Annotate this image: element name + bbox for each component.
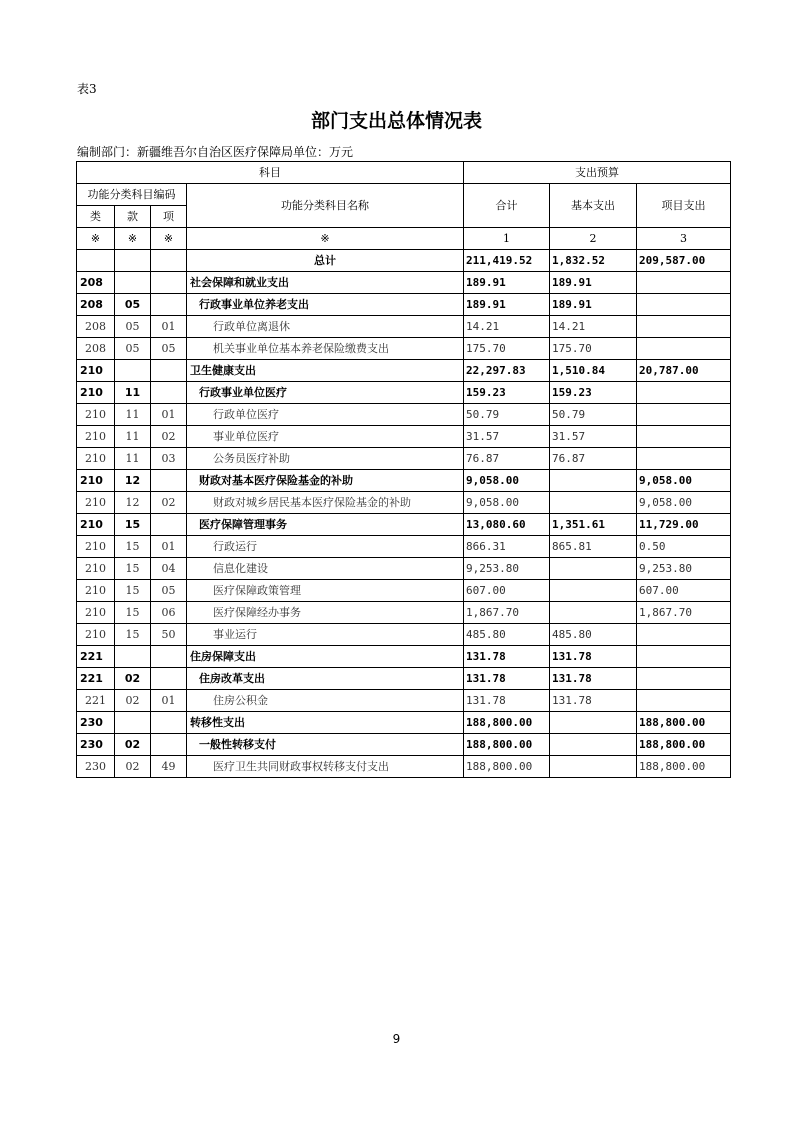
- cell-kuan: 15: [115, 624, 151, 646]
- marker-name: ※: [187, 228, 464, 250]
- cell-basic: [550, 756, 637, 778]
- cell-kuan: 05: [115, 294, 151, 316]
- index-3: 3: [637, 228, 731, 250]
- cell-name: 医疗保障政策管理: [187, 580, 464, 602]
- cell-total: 31.57: [464, 426, 550, 448]
- cell-xiang: [151, 382, 187, 404]
- cell-kuan: 15: [115, 558, 151, 580]
- cell-project: [637, 426, 731, 448]
- cell-basic: 50.79: [550, 404, 637, 426]
- total-xiang: [151, 250, 187, 272]
- cell-lei: 230: [77, 734, 115, 756]
- cell-xiang: 02: [151, 492, 187, 514]
- cell-project: [637, 448, 731, 470]
- cell-name: 行政运行: [187, 536, 464, 558]
- cell-total: 188,800.00: [464, 756, 550, 778]
- cell-total: 159.23: [464, 382, 550, 404]
- cell-kuan: 05: [115, 338, 151, 360]
- cell-kuan: 15: [115, 580, 151, 602]
- cell-lei: 210: [77, 492, 115, 514]
- total-basic: 1,832.52: [550, 250, 637, 272]
- cell-basic: 175.70: [550, 338, 637, 360]
- header-project: 项目支出: [637, 184, 731, 228]
- cell-lei: 210: [77, 580, 115, 602]
- cell-xiang: [151, 712, 187, 734]
- table-row: [77, 492, 731, 514]
- cell-kuan: 15: [115, 536, 151, 558]
- cell-basic: 159.23: [550, 382, 637, 404]
- cell-basic: 1,510.84: [550, 360, 637, 382]
- cell-name: 财政对城乡居民基本医疗保险基金的补助: [187, 492, 464, 514]
- cell-lei: 210: [77, 448, 115, 470]
- cell-total: 485.80: [464, 624, 550, 646]
- total-kuan: [115, 250, 151, 272]
- cell-project: 11,729.00: [637, 514, 731, 536]
- marker-lei: ※: [77, 228, 115, 250]
- table-row: [77, 668, 731, 690]
- cell-basic: 189.91: [550, 294, 637, 316]
- cell-name: 行政单位离退休: [187, 316, 464, 338]
- cell-kuan: 15: [115, 602, 151, 624]
- cell-xiang: [151, 272, 187, 294]
- cell-name: 住房改革支出: [187, 668, 464, 690]
- cell-basic: 14.21: [550, 316, 637, 338]
- table-row: [77, 448, 731, 470]
- table-row: [77, 602, 731, 624]
- cell-lei: 208: [77, 272, 115, 294]
- header-row-2: [77, 184, 731, 206]
- cell-total: 607.00: [464, 580, 550, 602]
- table-number: 表3: [77, 82, 97, 96]
- cell-total: 22,297.83: [464, 360, 550, 382]
- cell-total: 1,867.70: [464, 602, 550, 624]
- cell-name: 卫生健康支出: [187, 360, 464, 382]
- cell-name: 公务员医疗补助: [187, 448, 464, 470]
- cell-name: 住房保障支出: [187, 646, 464, 668]
- cell-total: 866.31: [464, 536, 550, 558]
- cell-kuan: 02: [115, 756, 151, 778]
- cell-name: 转移性支出: [187, 712, 464, 734]
- cell-basic: [550, 580, 637, 602]
- cell-basic: 131.78: [550, 646, 637, 668]
- header-xiang: 项: [151, 206, 187, 228]
- table-row: [77, 272, 731, 294]
- unit-line: 编制部门：新疆维吾尔自治区医疗保障局单位：万元: [77, 145, 354, 159]
- cell-basic: [550, 470, 637, 492]
- cell-lei: 230: [77, 756, 115, 778]
- cell-basic: 1,351.61: [550, 514, 637, 536]
- cell-basic: [550, 492, 637, 514]
- cell-xiang: [151, 470, 187, 492]
- cell-xiang: [151, 360, 187, 382]
- cell-kuan: [115, 272, 151, 294]
- cell-lei: 208: [77, 316, 115, 338]
- table-row: [77, 646, 731, 668]
- cell-project: [637, 382, 731, 404]
- table-row: [77, 558, 731, 580]
- cell-lei: 210: [77, 426, 115, 448]
- cell-kuan: [115, 360, 151, 382]
- table-body: [77, 162, 731, 778]
- table-row: [77, 712, 731, 734]
- table-row: [77, 426, 731, 448]
- cell-total: 50.79: [464, 404, 550, 426]
- cell-total: 76.87: [464, 448, 550, 470]
- table-row: [77, 756, 731, 778]
- header-name: 功能分类科目名称: [187, 184, 464, 228]
- cell-basic: [550, 734, 637, 756]
- cell-project: [637, 624, 731, 646]
- cell-basic: 131.78: [550, 668, 637, 690]
- cell-name: 行政单位医疗: [187, 404, 464, 426]
- cell-project: 9,058.00: [637, 470, 731, 492]
- table-row: [77, 580, 731, 602]
- cell-lei: 210: [77, 558, 115, 580]
- cell-name: 医疗卫生共同财政事权转移支付支出: [187, 756, 464, 778]
- table-row: [77, 360, 731, 382]
- cell-kuan: 02: [115, 734, 151, 756]
- cell-name: 社会保障和就业支出: [187, 272, 464, 294]
- total-row: [77, 250, 731, 272]
- cell-xiang: 01: [151, 536, 187, 558]
- cell-kuan: 15: [115, 514, 151, 536]
- cell-lei: 221: [77, 690, 115, 712]
- cell-lei: 221: [77, 668, 115, 690]
- cell-kuan: 11: [115, 448, 151, 470]
- cell-project: [637, 338, 731, 360]
- cell-total: 131.78: [464, 690, 550, 712]
- table-row: [77, 734, 731, 756]
- cell-project: [637, 668, 731, 690]
- header-lei: 类: [77, 206, 115, 228]
- cell-lei: 210: [77, 382, 115, 404]
- header-code-group: 功能分类科目编码: [77, 184, 187, 206]
- cell-total: 13,080.60: [464, 514, 550, 536]
- cell-total: 188,800.00: [464, 734, 550, 756]
- cell-xiang: 01: [151, 316, 187, 338]
- table-row: [77, 338, 731, 360]
- index-1: 1: [464, 228, 550, 250]
- cell-project: 188,800.00: [637, 712, 731, 734]
- cell-total: 189.91: [464, 272, 550, 294]
- cell-total: 9,253.80: [464, 558, 550, 580]
- table-row: [77, 536, 731, 558]
- header-kuan: 款: [115, 206, 151, 228]
- cell-xiang: [151, 514, 187, 536]
- cell-name: 行政事业单位养老支出: [187, 294, 464, 316]
- cell-lei: 210: [77, 536, 115, 558]
- cell-xiang: 03: [151, 448, 187, 470]
- total-lei: [77, 250, 115, 272]
- page-number: 9: [392, 1032, 401, 1046]
- cell-project: 1,867.70: [637, 602, 731, 624]
- cell-kuan: 12: [115, 470, 151, 492]
- cell-lei: 210: [77, 602, 115, 624]
- cell-xiang: [151, 294, 187, 316]
- cell-kuan: [115, 712, 151, 734]
- cell-name: 机关事业单位基本养老保险缴费支出: [187, 338, 464, 360]
- page-title: 部门支出总体情况表: [310, 110, 482, 132]
- cell-xiang: 01: [151, 690, 187, 712]
- cell-total: 9,058.00: [464, 470, 550, 492]
- cell-xiang: 05: [151, 580, 187, 602]
- cell-basic: 31.57: [550, 426, 637, 448]
- cell-xiang: 50: [151, 624, 187, 646]
- cell-kuan: [115, 646, 151, 668]
- cell-kuan: 12: [115, 492, 151, 514]
- cell-basic: [550, 602, 637, 624]
- cell-xiang: 02: [151, 426, 187, 448]
- cell-name: 住房公积金: [187, 690, 464, 712]
- cell-project: [637, 646, 731, 668]
- cell-project: 188,800.00: [637, 756, 731, 778]
- cell-total: 131.78: [464, 668, 550, 690]
- cell-name: 财政对基本医疗保险基金的补助: [187, 470, 464, 492]
- marker-kuan: ※: [115, 228, 151, 250]
- expenditure-table: [76, 161, 731, 778]
- header-basic: 基本支出: [550, 184, 637, 228]
- cell-lei: 210: [77, 360, 115, 382]
- header-total: 合计: [464, 184, 550, 228]
- cell-total: 9,058.00: [464, 492, 550, 514]
- table-row: [77, 294, 731, 316]
- cell-project: [637, 404, 731, 426]
- cell-lei: 210: [77, 624, 115, 646]
- table-row: [77, 316, 731, 338]
- cell-basic: [550, 712, 637, 734]
- total-label: 总计: [187, 250, 464, 272]
- cell-kuan: 11: [115, 404, 151, 426]
- cell-xiang: 49: [151, 756, 187, 778]
- cell-xiang: 05: [151, 338, 187, 360]
- cell-project: 0.50: [637, 536, 731, 558]
- cell-basic: 76.87: [550, 448, 637, 470]
- cell-project: 9,058.00: [637, 492, 731, 514]
- cell-total: 188,800.00: [464, 712, 550, 734]
- cell-kuan: 05: [115, 316, 151, 338]
- cell-kuan: 11: [115, 382, 151, 404]
- cell-name: 事业运行: [187, 624, 464, 646]
- cell-basic: 189.91: [550, 272, 637, 294]
- total-sum: 211,419.52: [464, 250, 550, 272]
- cell-xiang: 06: [151, 602, 187, 624]
- cell-xiang: 04: [151, 558, 187, 580]
- cell-project: [637, 294, 731, 316]
- index-2: 2: [550, 228, 637, 250]
- cell-xiang: [151, 734, 187, 756]
- cell-project: 607.00: [637, 580, 731, 602]
- cell-name: 信息化建设: [187, 558, 464, 580]
- cell-basic: 485.80: [550, 624, 637, 646]
- cell-kuan: 02: [115, 668, 151, 690]
- cell-kuan: 11: [115, 426, 151, 448]
- cell-xiang: [151, 646, 187, 668]
- cell-name: 一般性转移支付: [187, 734, 464, 756]
- header-subject: 科目: [77, 162, 464, 184]
- cell-project: 9,253.80: [637, 558, 731, 580]
- cell-lei: 221: [77, 646, 115, 668]
- cell-project: [637, 690, 731, 712]
- cell-name: 行政事业单位医疗: [187, 382, 464, 404]
- total-project: 209,587.00: [637, 250, 731, 272]
- cell-project: [637, 316, 731, 338]
- cell-name: 医疗保障经办事务: [187, 602, 464, 624]
- cell-kuan: 02: [115, 690, 151, 712]
- cell-basic: 865.81: [550, 536, 637, 558]
- cell-project: 188,800.00: [637, 734, 731, 756]
- marker-xiang: ※: [151, 228, 187, 250]
- cell-lei: 230: [77, 712, 115, 734]
- cell-basic: 131.78: [550, 690, 637, 712]
- cell-lei: 210: [77, 514, 115, 536]
- cell-name: 医疗保障管理事务: [187, 514, 464, 536]
- cell-total: 175.70: [464, 338, 550, 360]
- cell-project: 20,787.00: [637, 360, 731, 382]
- cell-lei: 210: [77, 404, 115, 426]
- table-row: [77, 404, 731, 426]
- cell-name: 事业单位医疗: [187, 426, 464, 448]
- cell-basic: [550, 558, 637, 580]
- header-row-1: [77, 162, 731, 184]
- cell-lei: 208: [77, 294, 115, 316]
- table-row: [77, 514, 731, 536]
- cell-xiang: 01: [151, 404, 187, 426]
- cell-total: 131.78: [464, 646, 550, 668]
- table-row: [77, 690, 731, 712]
- cell-xiang: [151, 668, 187, 690]
- table-row: [77, 624, 731, 646]
- header-budget: 支出预算: [464, 162, 731, 184]
- header-index-row: [77, 228, 731, 250]
- cell-lei: 208: [77, 338, 115, 360]
- table-row: [77, 470, 731, 492]
- table-row: [77, 382, 731, 404]
- cell-project: [637, 272, 731, 294]
- cell-total: 14.21: [464, 316, 550, 338]
- cell-lei: 210: [77, 470, 115, 492]
- cell-total: 189.91: [464, 294, 550, 316]
